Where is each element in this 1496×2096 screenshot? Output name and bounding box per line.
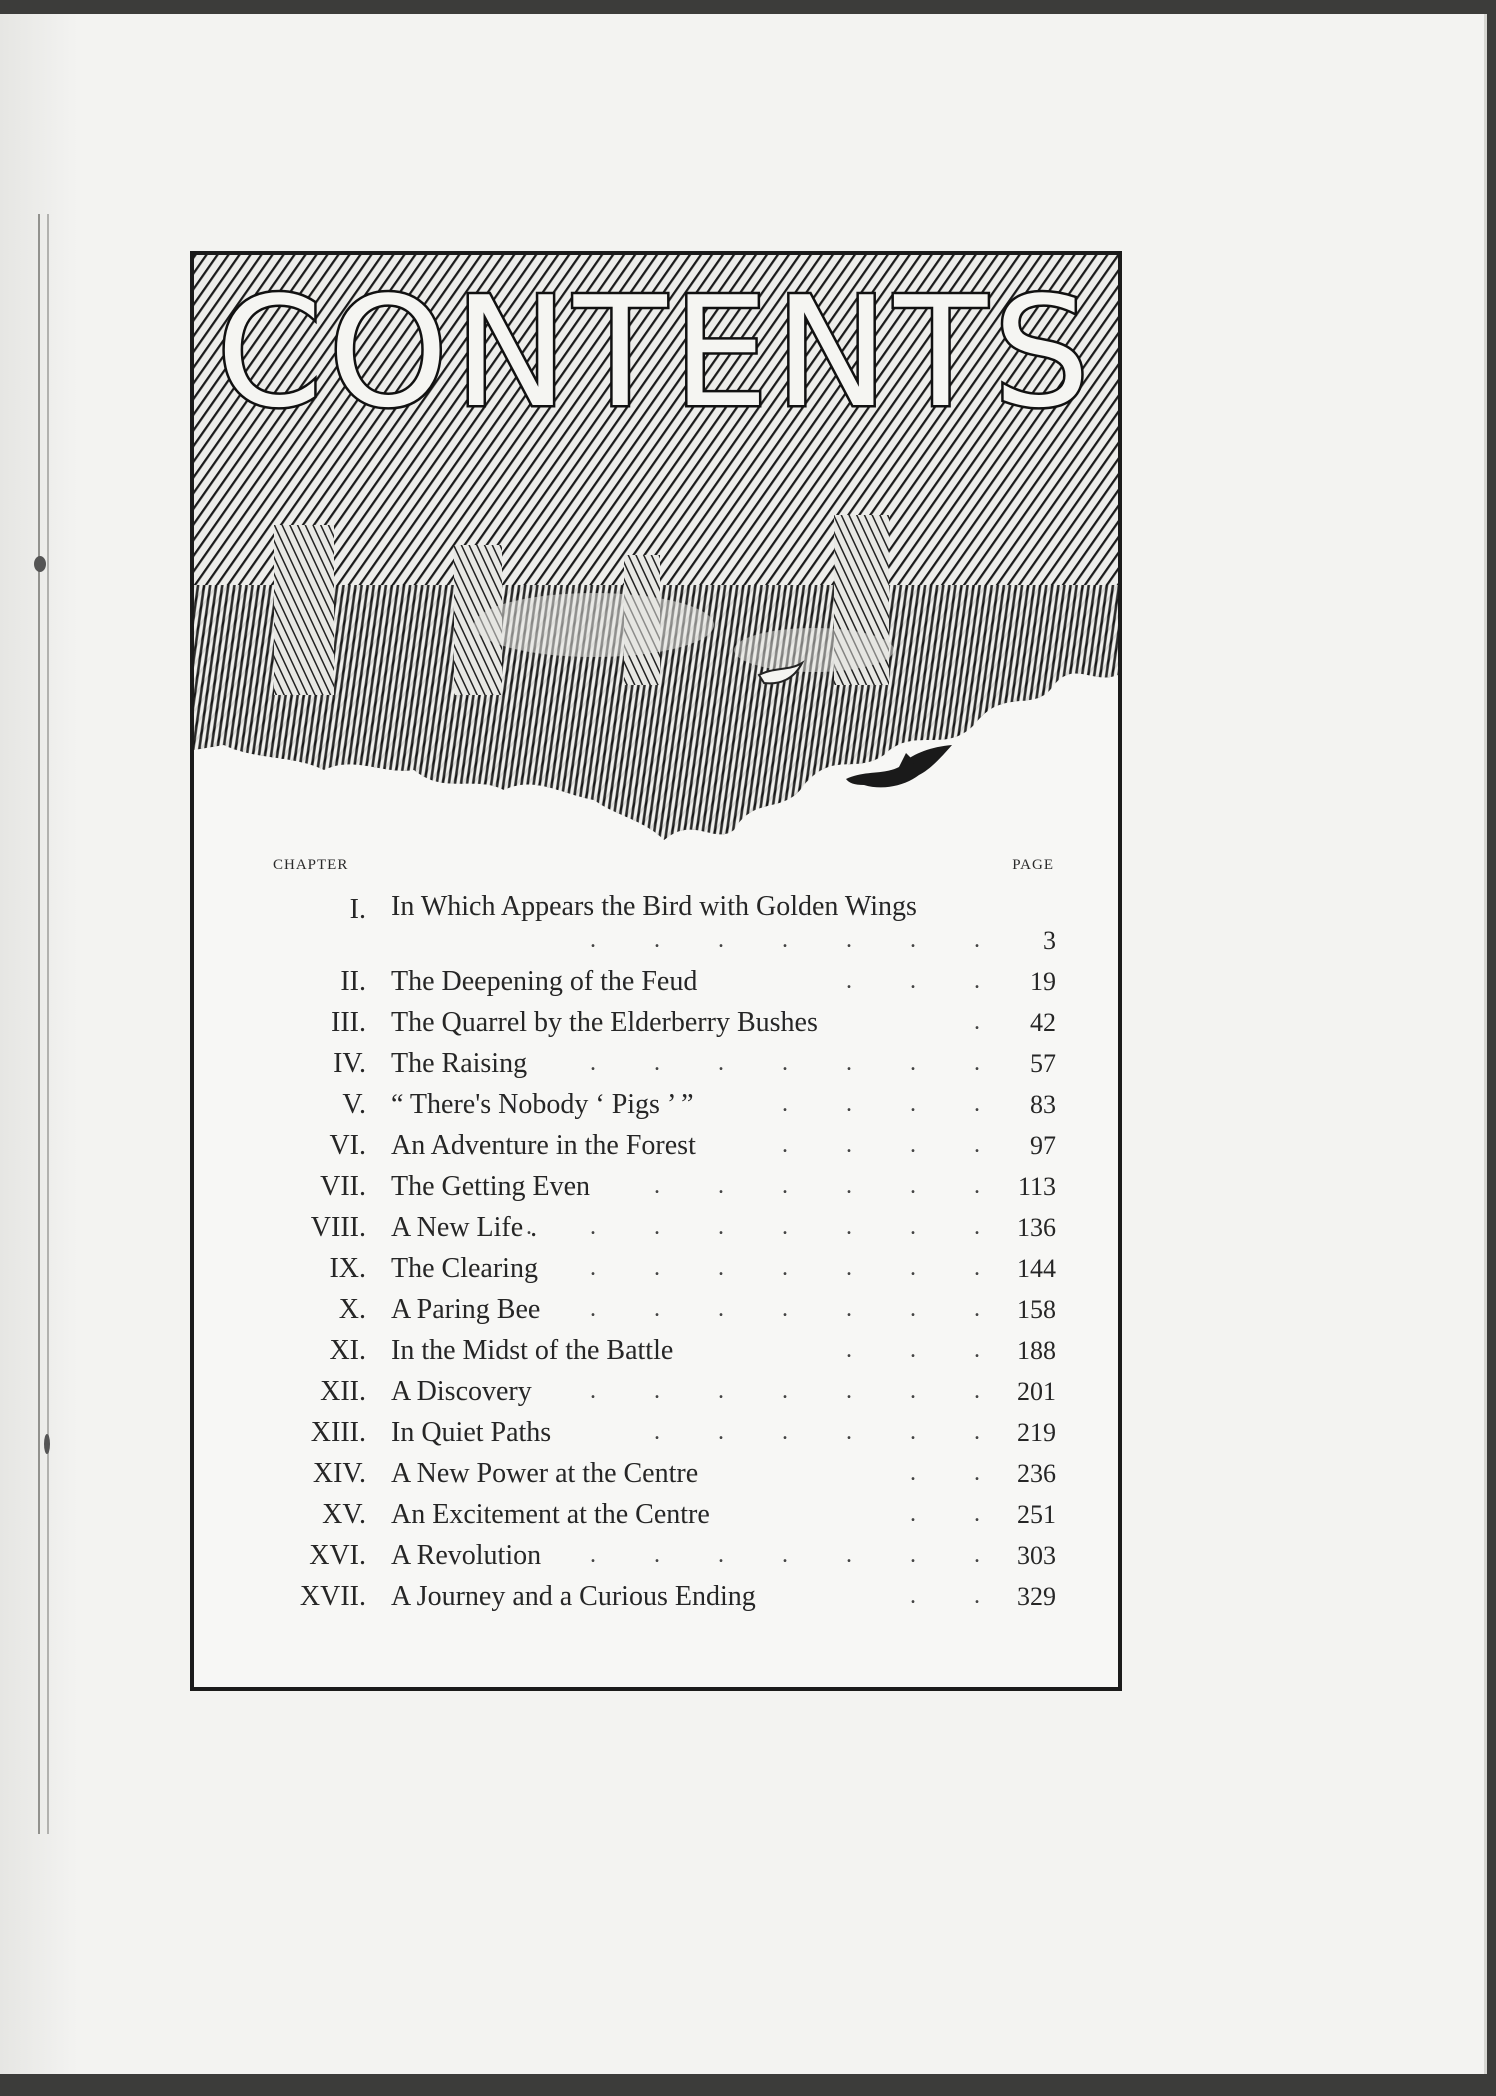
list-item — [194, 961, 1118, 1002]
chapter-title: The Getting Even — [391, 1171, 591, 1202]
chapter-number: IV. — [333, 1048, 366, 1079]
list-item — [194, 1535, 1118, 1576]
dot-leader: . . . . . . . — [590, 927, 1006, 953]
list-item — [194, 1166, 1118, 1207]
dot-leader: . . . . . . — [654, 1173, 1006, 1199]
page-number: 136 — [1017, 1213, 1056, 1242]
list-item — [194, 1412, 1118, 1453]
page-title: CONTENTS — [216, 264, 1096, 441]
chapter-title: In Quiet Paths — [391, 1417, 552, 1448]
page-number: 219 — [1017, 1418, 1056, 1447]
page-number: 144 — [1017, 1254, 1056, 1283]
page-number: 251 — [1017, 1500, 1056, 1529]
chapter-number: I. — [349, 894, 366, 925]
list-item — [194, 1248, 1118, 1289]
chapter-title: The Clearing — [391, 1253, 538, 1284]
page-number: 236 — [1017, 1459, 1056, 1488]
chapter-title: A Journey and a Curious Ending — [391, 1581, 756, 1612]
dot-leader: . . — [910, 1501, 1006, 1527]
list-item — [194, 1371, 1118, 1412]
dot-leader: . . . . . . . — [590, 1378, 1006, 1404]
chapter-number: VIII. — [310, 1212, 366, 1243]
chapter-number: X. — [338, 1294, 366, 1325]
page-number: 3 — [1043, 926, 1056, 955]
chapter-title: In the Midst of the Battle — [391, 1335, 674, 1366]
page-number: 158 — [1017, 1295, 1056, 1324]
contents-frame — [190, 251, 1122, 1691]
dot-leader: . . . . . . — [654, 1419, 1006, 1445]
list-item — [194, 1330, 1118, 1371]
list-item — [194, 1084, 1118, 1125]
chapter-title: The Quarrel by the Elderberry Bushes — [391, 1007, 818, 1038]
chapter-title: An Adventure in the Forest — [391, 1130, 696, 1161]
dot-leader: . . . — [846, 968, 1006, 994]
chapter-number: XIII. — [310, 1417, 366, 1448]
chapter-number: XV. — [322, 1499, 366, 1530]
dot-leader: . . . . . . . — [590, 1542, 1006, 1568]
chapter-number: II. — [340, 966, 366, 997]
page-number: 188 — [1017, 1336, 1056, 1365]
chapter-number: XIV. — [312, 1458, 366, 1489]
page-number: 113 — [1017, 1172, 1056, 1201]
chapter-number: VII. — [320, 1171, 366, 1202]
list-item — [194, 1494, 1118, 1535]
dot-leader: . . . . . . . — [590, 1296, 1006, 1322]
binding-knot — [34, 556, 46, 572]
dot-leader: . . — [910, 1460, 1006, 1486]
list-item — [194, 1125, 1118, 1166]
chapter-title: An Excitement at the Centre — [391, 1499, 710, 1530]
dot-leader: . . . . . . . . — [526, 1214, 1006, 1240]
chapter-number: XII. — [320, 1376, 366, 1407]
dot-leader: . — [974, 1009, 1006, 1035]
page-number: 97 — [1030, 1131, 1056, 1160]
chapter-number: XI. — [329, 1335, 366, 1366]
chapter-number: VI. — [329, 1130, 366, 1161]
chapter-column-header: CHAPTER — [273, 857, 349, 873]
book-page — [0, 14, 1487, 2074]
dot-leader: . . . — [846, 1337, 1006, 1363]
dot-leader: . . — [910, 1583, 1006, 1609]
page-number: 303 — [1017, 1541, 1056, 1570]
list-item — [194, 1002, 1118, 1043]
list-item — [194, 1289, 1118, 1330]
dot-leader: . . . . . . . — [590, 1255, 1006, 1281]
page-number: 201 — [1017, 1377, 1056, 1406]
binding-stitch — [38, 214, 49, 1834]
chapter-number: XVI. — [309, 1540, 366, 1571]
list-item — [194, 1576, 1118, 1617]
chapter-title: The Raising — [391, 1048, 528, 1079]
chapter-title: The Deepening of the Feud — [391, 966, 698, 997]
chapter-title: In Which Appears the Bird with Golden Wings — [391, 891, 917, 922]
binding-knot — [44, 1434, 50, 1454]
page-number: 83 — [1030, 1090, 1056, 1119]
chapter-number: XVII. — [299, 1581, 366, 1612]
chapter-title: “ There's Nobody ‘ Pigs ’ ” — [391, 1089, 694, 1120]
chapter-number: IX. — [329, 1253, 366, 1284]
page-number: 42 — [1030, 1008, 1056, 1037]
page-number: 57 — [1030, 1049, 1056, 1078]
list-item — [194, 889, 1118, 961]
page-gutter — [0, 14, 78, 2074]
page-number: 19 — [1030, 967, 1056, 996]
chapter-title: A New Life . — [391, 1212, 538, 1243]
chapter-title: A New Power at the Centre — [391, 1458, 699, 1489]
page-number: 329 — [1017, 1582, 1056, 1611]
chapter-title: A Revolution — [391, 1540, 542, 1571]
chapter-title: A Paring Bee — [391, 1294, 541, 1325]
contents-list — [194, 889, 1118, 1617]
chapter-number: III. — [331, 1007, 366, 1038]
chapter-title: A Discovery — [391, 1376, 532, 1407]
dot-leader: . . . . . . . — [590, 1050, 1006, 1076]
list-item — [194, 1453, 1118, 1494]
list-item — [194, 1043, 1118, 1084]
list-item — [194, 1207, 1118, 1248]
chapter-number: V. — [342, 1089, 366, 1120]
dot-leader: . . . . — [782, 1091, 1006, 1117]
page-column-header: PAGE — [1012, 857, 1054, 873]
dot-leader: . . . . — [782, 1132, 1006, 1158]
